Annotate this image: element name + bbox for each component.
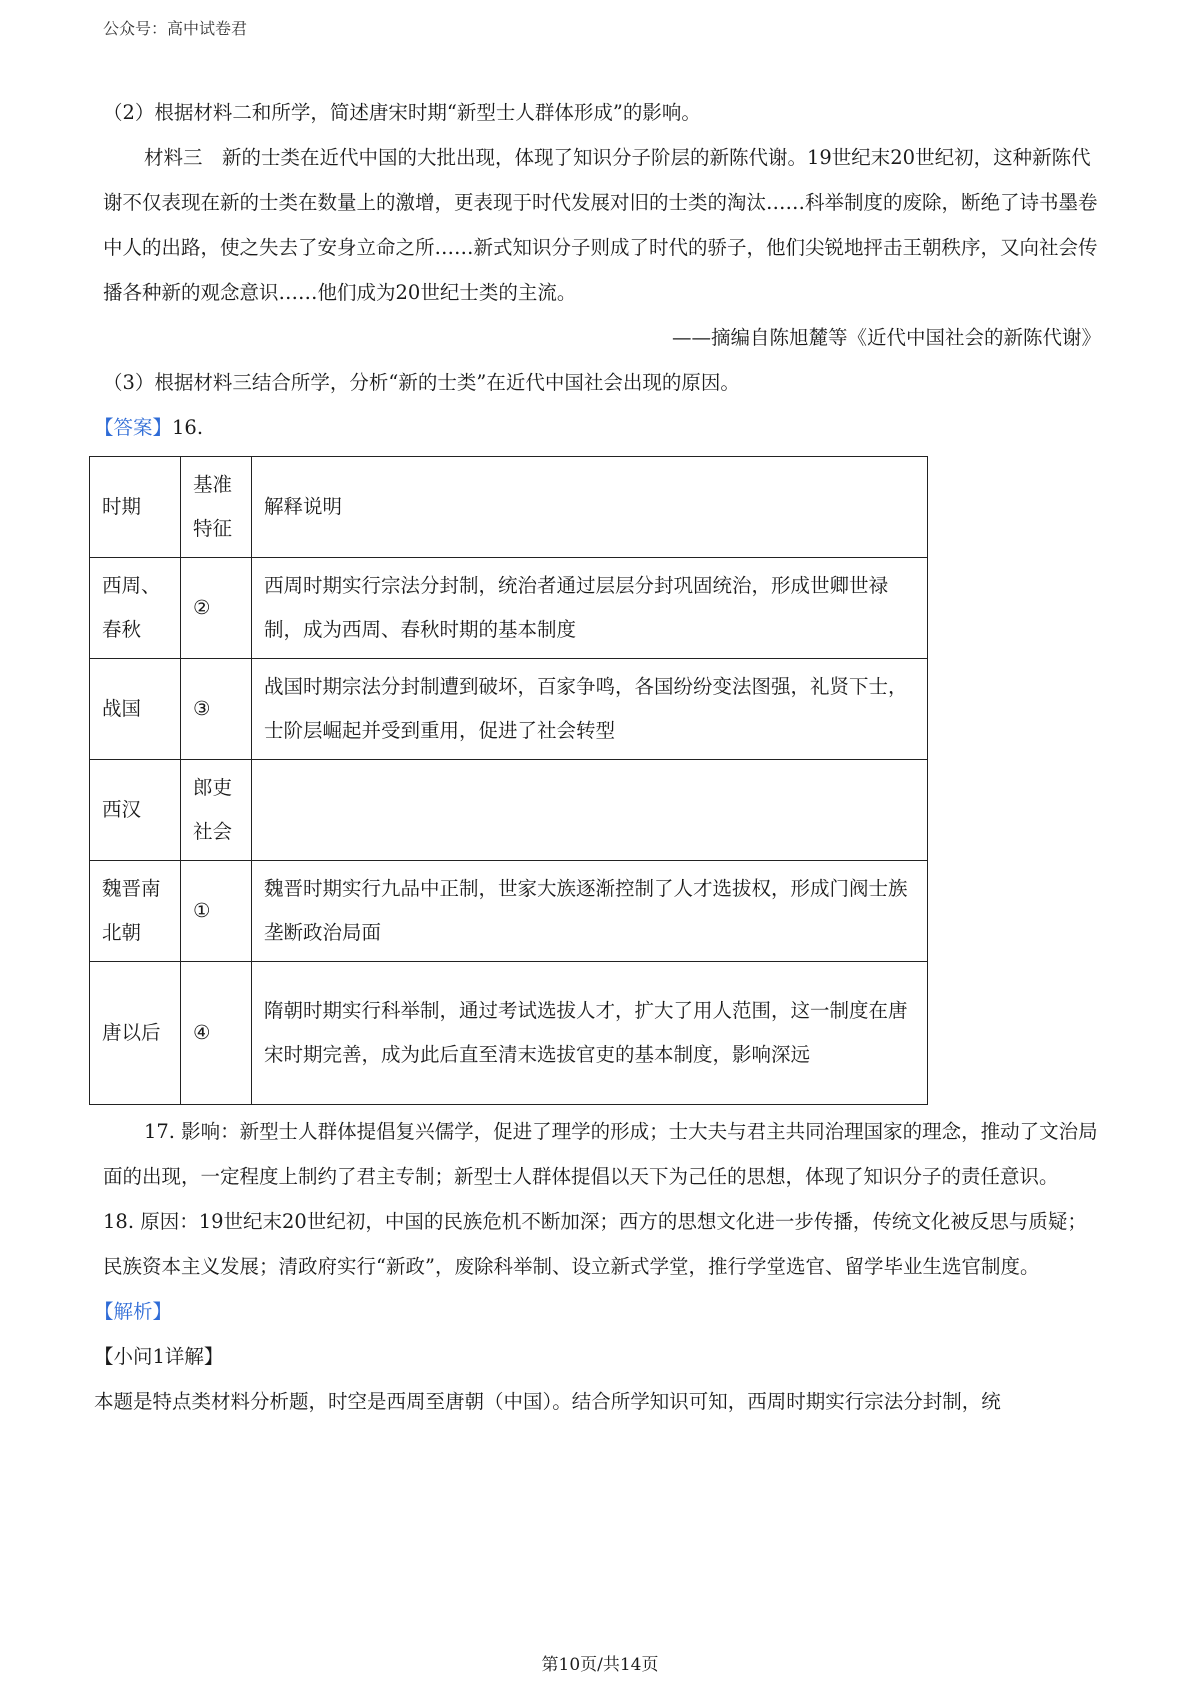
page-footer: 第10页/共14页 (541, 1655, 659, 1675)
explanation-cell: 隋朝时期实行科举制，通过考试选拔人才，扩大了用人范围，这一制度在唐宋时期完善，成为此后直至清末选拔官吏的基本制度，影响深远 (252, 962, 928, 1105)
feature-cell: ③ (181, 659, 252, 760)
page-header: 公众号：高中试卷君 (103, 19, 248, 38)
answer-number: 16. (172, 416, 204, 439)
table-row (90, 760, 928, 861)
question-2: （2）根据材料二和所学，简述唐宋时期“新型士人群体形成”的影响。 (103, 101, 701, 124)
explanation-cell: 战国时期宗法分封制遭到破坏，百家争鸣，各国纷纷变法图强，礼贤下士，士阶层崛起并受到重用，促进了社会转型 (252, 659, 928, 760)
document-body (94, 90, 1103, 1424)
table-row (90, 659, 928, 760)
table-header-period: 时期 (90, 457, 181, 558)
analysis-tag: 【解析】 (94, 1300, 173, 1323)
analysis-text: 本题是特点类材料分析题，时空是西周至唐朝（中国）。结合所学知识可知，西周时期实行宗法分封制，统 (94, 1390, 1001, 1413)
period-cell: 唐以后 (90, 962, 181, 1105)
period-cell: 魏晋南北朝 (90, 861, 181, 962)
answer-17-18 (103, 1109, 1103, 1289)
table-row (90, 962, 928, 1105)
answer-table (89, 456, 928, 1105)
table-row (90, 861, 928, 962)
feature-cell: ④ (181, 962, 252, 1105)
table-header-row (90, 457, 928, 558)
feature-cell: ② (181, 558, 252, 659)
answer-heading (94, 405, 1103, 450)
explanation-cell (252, 760, 928, 861)
period-cell: 战国 (90, 659, 181, 760)
answer-18: 18. 原因：19世纪末20世纪初，中国的民族危机不断加深；西方的思想文化进一步传播，传统文化被反思与质疑；民族资本主义发展；清政府实行“新政”，废除科举制、设立新式学堂，推行学堂选官、留学毕业生选官制度。 (103, 1210, 1087, 1278)
explanation-cell: 西周时期实行宗法分封制，统治者通过层层分封巩固统治，形成世卿世禄制，成为西周、春秋时期的基本制度 (252, 558, 928, 659)
table-header-feature: 基准特征 (181, 457, 252, 558)
answer-17: 17. 影响：新型士人群体提倡复兴儒学，促进了理学的形成；士大夫与君主共同治理国家的理念，推动了文治局面的出现，一定程度上制约了君主专制；新型士人群体提倡以天下为己任的思想，体现了知识分子的责任意识。 (103, 1120, 1098, 1188)
material-3-source: ——摘编自陈旭麓等《近代中国社会的新陈代谢》 (671, 326, 1101, 349)
answer-tag: 【答案】 (94, 416, 173, 439)
feature-cell: 郎吏社会 (181, 760, 252, 861)
analysis-subheading: 【小问1详解】 (94, 1345, 224, 1368)
question-3: （3）根据材料三结合所学，分析“新的士类”在近代中国社会出现的原因。 (103, 371, 740, 394)
period-cell: 西汉 (90, 760, 181, 861)
material-3-text: 材料三 新的士类在近代中国的大批出现，体现了知识分子阶层的新陈代谢。19世纪末20世纪初，这种新陈代谢不仅表现在新的士类在数量上的激增，更表现于时代发展对旧的士类的淘汰……科举制度的废除，断绝了诗书墨卷中人的出路，使之失去了安身立命之所……新式知识分子则成了时代的骄子，他们尖锐地抨击王朝秩序，又向社会传播各种新的观念意识……他们成为20世纪士类的主流。 (103, 146, 1098, 304)
period-cell: 西周、春秋 (90, 558, 181, 659)
feature-cell: ① (181, 861, 252, 962)
table-header-explanation: 解释说明 (252, 457, 928, 558)
explanation-cell: 魏晋时期实行九品中正制，世家大族逐渐控制了人才选拔权，形成门阀士族垄断政治局面 (252, 861, 928, 962)
table-row (90, 558, 928, 659)
